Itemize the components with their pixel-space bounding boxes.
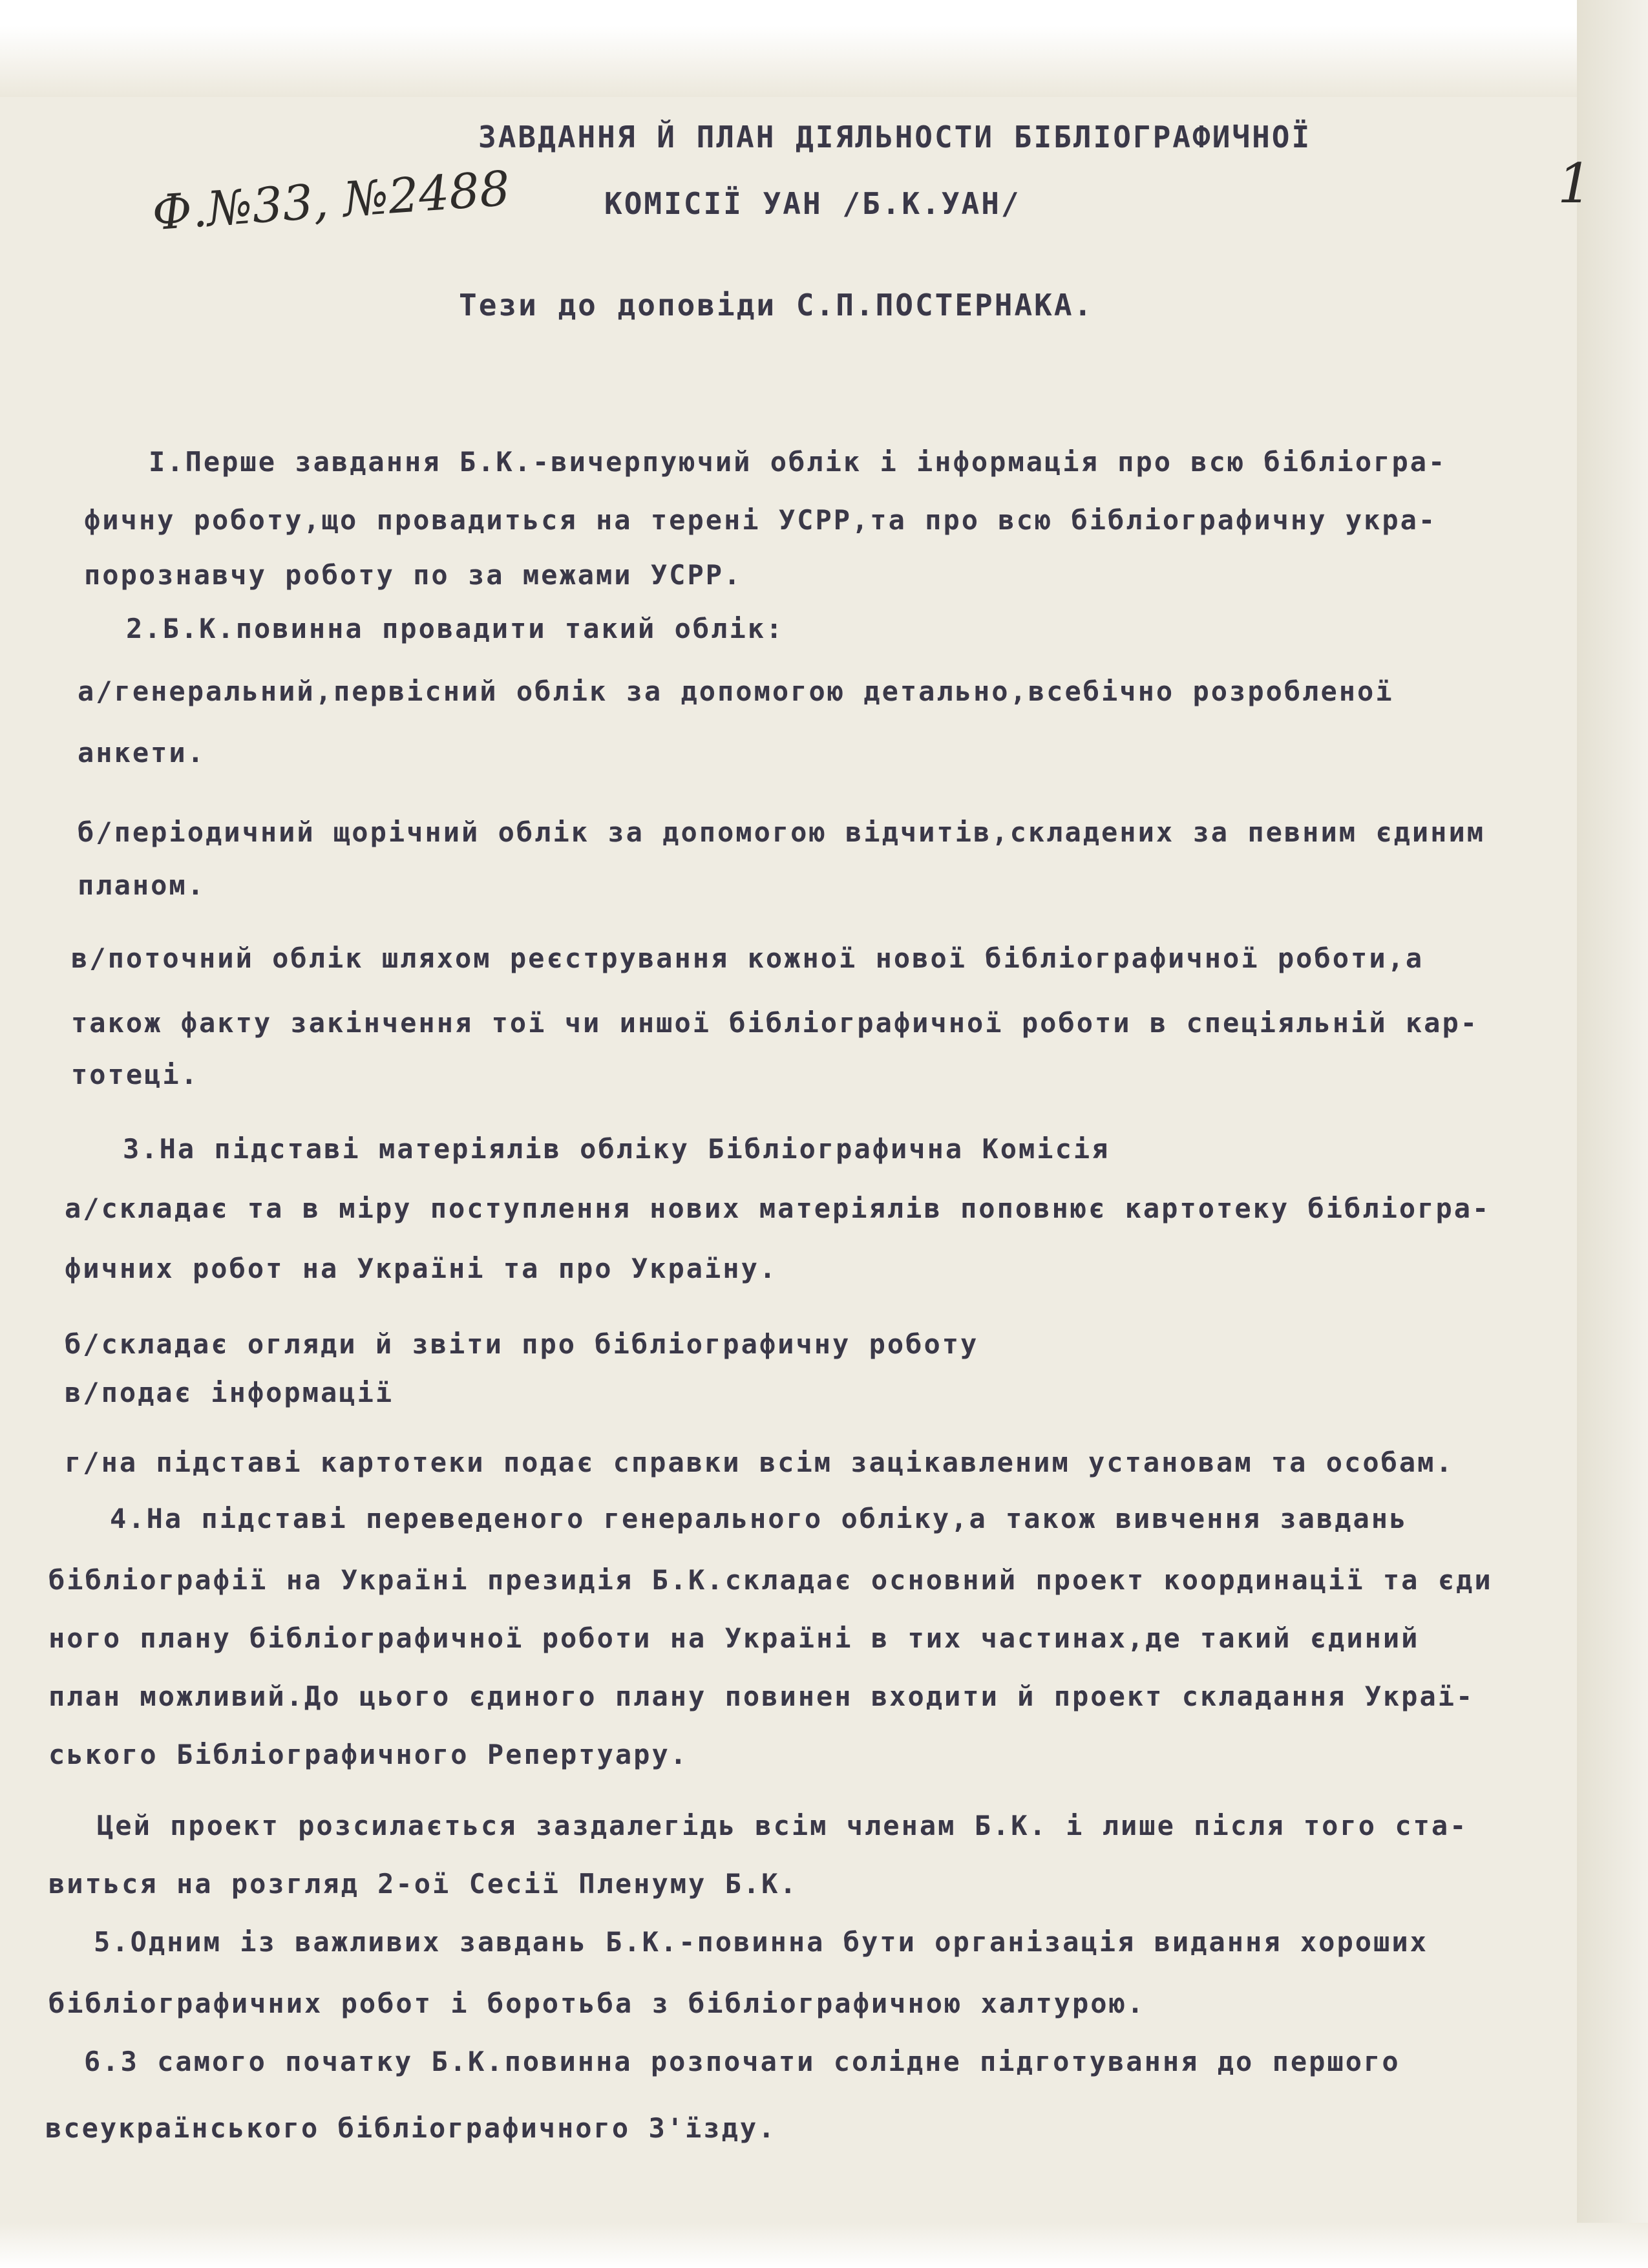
- text-line-9: в/поточний облік шляхом реєстрування кожної нової бібліографичної роботи,а: [71, 942, 1424, 974]
- page-number: 1: [1558, 152, 1592, 215]
- text-line-23: Цей проект розсилається заздалегідь всім членам Б.К. і лише після того ста-: [97, 1810, 1468, 1841]
- text-line-8: планом.: [78, 869, 206, 901]
- archive-reference: Ф.№33, №2488: [150, 160, 512, 242]
- text-line-4: 2.Б.К.повинна провадити такий облік:: [126, 613, 785, 644]
- text-line-21: план можливий.До цього єдиного плану повинен входити й проект складання Украї-: [48, 1680, 1475, 1712]
- text-line-6: анкети.: [78, 737, 206, 768]
- scan-top-margin: [0, 0, 1648, 97]
- text-line-16: в/подає інформації: [65, 1377, 394, 1408]
- text-line-13: а/складає та в міру поступлення нових матеріялів поповнює картотеку бібліогра-: [65, 1192, 1491, 1224]
- text-line-28: всеукраїнського бібліографичного З'їзду.: [45, 2112, 777, 2144]
- text-line-25: 5.Одним із важливих завдань Б.К.-повинна бути організація видання хороших: [94, 1926, 1428, 1958]
- text-line-12: 3.На підставі матеріялів обліку Бібліографична Комісія: [123, 1133, 1110, 1165]
- text-line-10: також факту закінчення тої чи иншої бібліографичної роботи в спеціяльній кар-: [71, 1007, 1479, 1039]
- text-line-7: б/періодичний щорічний облік за допомогою відчитів,складених за певним єдиним: [78, 816, 1486, 848]
- text-line-17: г/на підставі картотеки подає справки всім зацікавленим установам та особам.: [65, 1447, 1454, 1478]
- text-line-15: б/складає огляди й звіти про бібліографичну роботу: [65, 1328, 979, 1360]
- text-line-18: 4.На підставі переведеного генерального обліку,а також вивчення завдань: [110, 1503, 1408, 1534]
- text-line-20: ного плану бібліографичної роботи на Україні в тих частинах,де такий єдиний: [48, 1622, 1420, 1654]
- text-line-27: 6.З самого початку Б.К.повинна розпочати солідне підготування до першого: [84, 2046, 1400, 2077]
- scan-right-edge: [1577, 0, 1648, 2268]
- title-line-1: ЗАВДАННЯ Й ПЛАН ДІЯЛЬНОСТИ БІБЛІОГРАФИЧНОЇ: [478, 120, 1312, 154]
- text-line-14: фичних робот на Україні та про Україну.: [65, 1253, 778, 1284]
- text-line-3: порознавчу роботу по за межами УСРР.: [84, 559, 743, 591]
- text-line-11: тотеці.: [71, 1059, 200, 1090]
- text-line-24: виться на розгляд 2-ої Сесії Пленуму Б.К.: [48, 1868, 798, 1900]
- text-line-22: ського Бібліографичного Репертуару.: [48, 1739, 689, 1770]
- text-line-5: а/генеральний,первісний облік за допомогою детально,всебічно розробленої: [78, 675, 1394, 707]
- text-line-26: бібліографичних робот і боротьба з бібліографичною халтурою.: [48, 1987, 1146, 2019]
- scan-bottom-margin: [0, 2223, 1648, 2268]
- text-line-1: І.Перше завдання Б.К.-вичерпуючий облік і інформація про всю бібліогра-: [149, 446, 1447, 478]
- title-line-2: КОМІСІЇ УАН /Б.К.УАН/: [604, 186, 1021, 221]
- text-line-2: фичну роботу,що провадиться на терені УСРР,та про всю бібліографичну укра-: [84, 504, 1437, 536]
- text-line-19: бібліографії на Україні президія Б.К.складає основний проект координації та єди: [48, 1564, 1493, 1596]
- subtitle: Тези до доповіди С.П.ПОСТЕРНАКА.: [459, 288, 1094, 323]
